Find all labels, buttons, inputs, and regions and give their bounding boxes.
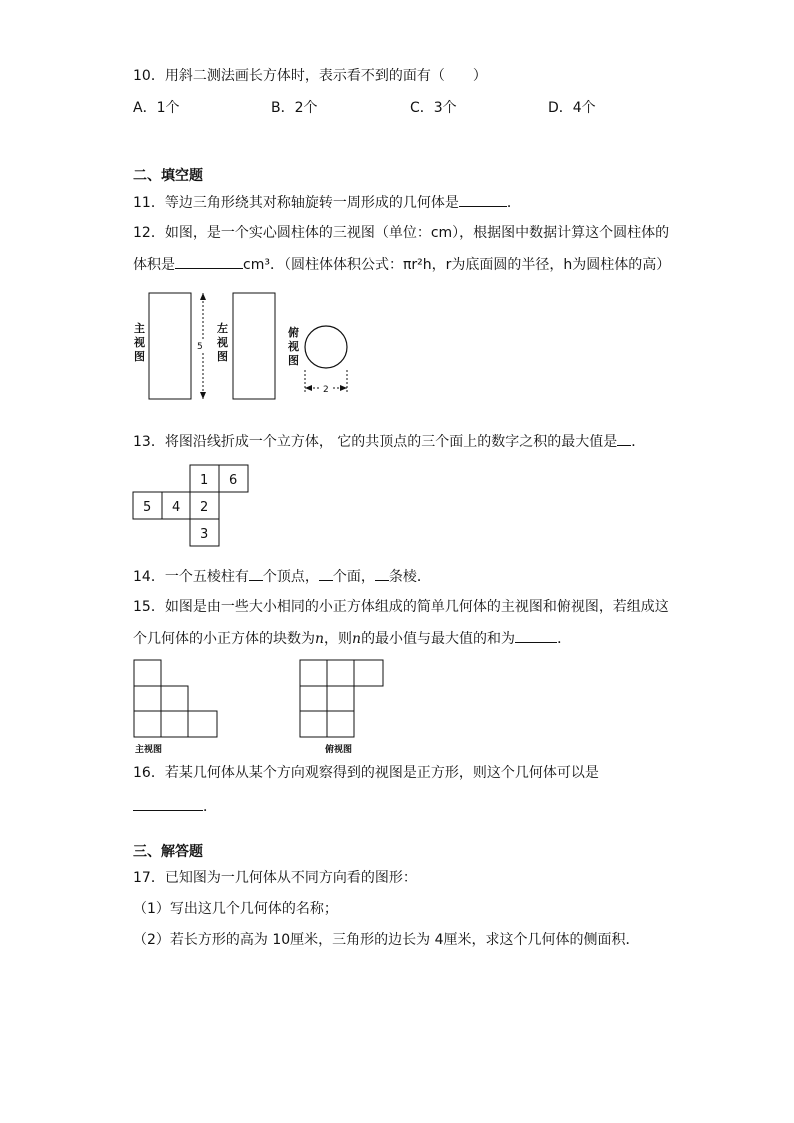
top-cell <box>327 686 354 711</box>
net-number-3: 3 <box>200 527 209 542</box>
q13-cube-net <box>133 465 253 550</box>
net-number-6: 6 <box>229 473 238 488</box>
q16-line1: 16．若某几何体从某个方向观察得到的视图是正方形，则这个几何体可以是 <box>133 765 599 781</box>
q15-end: ． <box>557 631 572 647</box>
q15-blank <box>515 628 557 643</box>
front-cell <box>134 686 161 711</box>
q10-option-d: D．4个 <box>548 100 596 116</box>
q14-blank-faces <box>319 566 333 581</box>
section-fill-in-title: 二、填空题 <box>133 168 203 184</box>
front-cell <box>134 660 161 686</box>
q17-part1: （1）写出这几个几何体的名称； <box>133 901 338 917</box>
net-number-5: 5 <box>143 500 152 515</box>
q14-part1: 14．一个五棱柱有 <box>133 569 249 585</box>
q15-text2: ，则 <box>324 631 353 647</box>
top-cell <box>354 660 383 686</box>
q13 <box>133 431 645 452</box>
q12-left-label-3: 图 <box>217 350 228 363</box>
q11-text: 11．等边三角形绕其对称轴旋转一周形成的几何体是 <box>133 195 459 211</box>
q12-front-label-1: 主 <box>134 322 145 335</box>
q15-line1: 15．如图是由一些大小相同的小正方体组成的简单几何体的主视图和俯视图，若组成这 <box>133 599 669 615</box>
q12-height-label: 5 <box>197 342 203 352</box>
top-cell <box>300 660 327 686</box>
q12-diameter-arrow-left <box>305 385 312 391</box>
q12-top-view-circle <box>305 326 347 368</box>
q12-formula: πr²h，r为底面圆的半径，h为圆柱体的高） <box>402 257 671 273</box>
section-answer-title: 三、解答题 <box>133 844 203 860</box>
q15-text3: 的最小值与最大值的和为 <box>361 631 516 647</box>
q12-line2 <box>133 254 670 275</box>
q12-height-arrow-bottom <box>200 392 206 399</box>
q15-top-view <box>299 659 394 754</box>
q12-diameter-label: 2 <box>323 385 329 395</box>
q10-option-b: B．2个 <box>271 100 318 116</box>
q10-option-a: A．1个 <box>133 100 180 116</box>
net-number-1: 1 <box>200 473 209 488</box>
q12-left-label-2: 视 <box>217 336 228 349</box>
q12-left-label-1: 左 <box>217 322 228 335</box>
q16-line2 <box>133 796 217 817</box>
q12-front-label-3: 图 <box>134 350 145 363</box>
q16-blank <box>133 796 203 811</box>
q12-left-view-rect <box>233 293 275 399</box>
q12-height-arrow-top <box>200 293 206 300</box>
q14-blank-edges <box>375 566 389 581</box>
q13-blank <box>617 431 631 446</box>
front-cell <box>188 711 217 737</box>
q12-blank <box>175 254 243 269</box>
q16-end: ． <box>203 799 217 815</box>
q15-var-n-1: n <box>315 631 325 647</box>
q13-text: 13．将图沿线折成一个立方体， 它的共顶点的三个面上的数字之积的最大值是 <box>133 434 618 450</box>
q12-diameter-arrow-right <box>340 385 347 391</box>
q15-line2 <box>133 628 571 649</box>
q10-option-c: C．3个 <box>410 100 457 116</box>
top-cell <box>327 711 354 737</box>
q11 <box>133 192 521 213</box>
q15-top-label: 俯视图 <box>325 745 353 755</box>
q12-front-view-rect <box>149 293 191 399</box>
net-number-2: 2 <box>200 500 209 515</box>
q12-top-label-1: 俯 <box>288 326 299 339</box>
q14-part4: 条棱． <box>388 569 431 585</box>
net-number-4: 4 <box>172 500 181 515</box>
front-cell <box>161 686 188 711</box>
q15-var-n-2: n <box>352 631 362 647</box>
q11-blank <box>459 192 507 207</box>
q12-top-label-3: 图 <box>288 354 299 367</box>
q14 <box>133 566 431 587</box>
q17-part2: （2）若长方形的高为 10厘米，三角形的边长为 4厘米，求这个几何体的侧面积． <box>133 932 640 948</box>
front-cell <box>134 711 161 737</box>
q14-blank-vertices <box>249 566 263 581</box>
q14-part3: 个面， <box>332 569 375 585</box>
top-cell <box>300 686 327 711</box>
q15-front-label: 主视图 <box>135 745 163 755</box>
q14-part2: 个顶点， <box>262 569 319 585</box>
q12-line1: 12．如图，是一个实心圆柱体的三视图（单位：cm），根据图中数据计算这个圆柱体的 <box>133 225 670 241</box>
q10-stem: 10．用斜二测法画长方体时，表示看不到的面有（ ） <box>133 68 487 84</box>
top-cell <box>327 660 354 686</box>
q17-stem: 17．已知图为一几何体从不同方向看的图形： <box>133 870 417 886</box>
q13-end: ． <box>631 434 646 450</box>
front-cell <box>161 711 188 737</box>
q15-front-view <box>133 659 228 754</box>
q12-top-label-2: 视 <box>288 340 299 353</box>
q12-text: 体积是 <box>133 257 175 273</box>
top-cell <box>300 711 327 737</box>
q15-text1: 个几何体的小正方体的块数为 <box>133 631 315 647</box>
q12-front-label-2: 视 <box>134 336 145 349</box>
q11-end: ． <box>506 195 521 211</box>
q12-three-view-figure <box>130 288 360 403</box>
q12-unit: cm³．（圆柱体体积公式： <box>243 257 403 273</box>
